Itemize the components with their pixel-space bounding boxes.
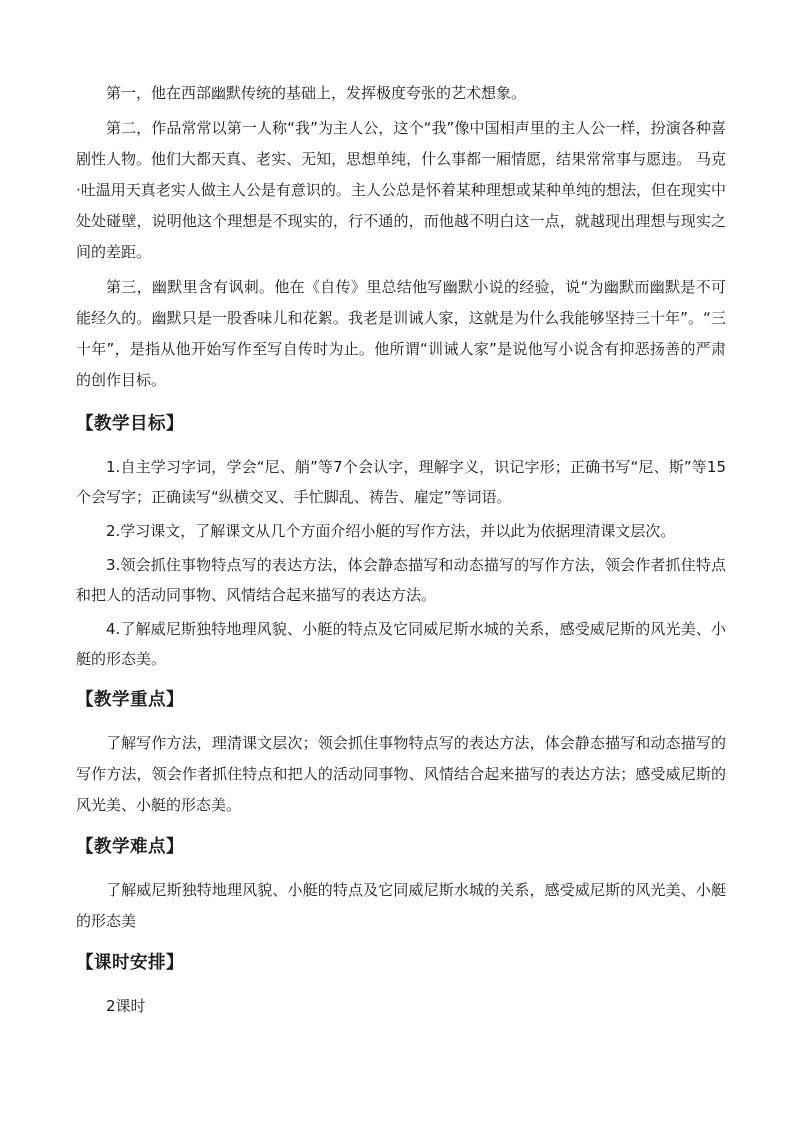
- key-points-heading: 【教学重点】: [76, 690, 184, 710]
- intro-paragraph-1: 第一，他在西部幽默传统的基础上，发挥极度夸张的艺术想象。: [106, 84, 527, 102]
- schedule-text: 2课时: [106, 997, 146, 1015]
- difficulties-heading: 【教学难点】: [76, 837, 184, 857]
- intro-paragraph-3: 第三，幽默里含有讽刺。他在《自传》里总结他写幽默小说的经验，说“为幽默而幽默是不可能经久的。幽默只是一股香味儿和花絮。我老是训诫人家，这就是为什么我能够坚持三十年”。“三十年”，是指从他开始写作至写自传时为止。他所谓“训诫人家”是说他写小说含有抑恶扬善的严肃的创作目标。: [76, 278, 726, 389]
- objective-item-2: 2.学习课文，了解课文从几个方面介绍小艇的写作方法，并以此为依据理清课文层次。: [106, 522, 676, 540]
- key-points-text: 了解写作方法，理清课文层次；领会抓住事物特点写的表达方法，体会静态描写和动态描写的写作方法，领会作者抓住特点和把人的活动同事物、风情结合起来描写的表达方法；感受威尼斯的风光美、小艇的形态美。: [76, 734, 726, 814]
- objective-item-4: 4.了解威尼斯独特地理风貌、小艇的特点及它同威尼斯水城的关系，感受威尼斯的风光美、小艇的形态美。: [76, 620, 726, 668]
- document-page: [76, 78, 726, 1022]
- schedule-heading: 【课时安排】: [76, 953, 184, 973]
- objective-item-1: 1.自主学习字词，学会“尼、艄”等7个会认字，理解字义，识记字形；正确书写“尼、斯”等15个会写字；正确读写“纵横交叉、手忙脚乱、祷告、雇定”等词语。: [76, 458, 726, 506]
- intro-paragraph-2: 第二，作品常常以第一人称“我”为主人公，这个“我”像中国相声里的主人公一样，扮演各种喜剧性人物。他们大都天真、老实、无知，思想单纯，什么事都一厢情愿，结果常常事与愿违。 马克·吐温用天真老实人做主人公是有意识的。主人公总是怀着某种理想或某种单纯的想法，但在现实中处处碰壁，说明他这个理想是不现实的，行不通的，而他越不明白这一点，就越现出理想与现实之间的差距。: [76, 119, 726, 261]
- objectives-heading: 【教学目标】: [76, 414, 184, 434]
- difficulties-text: 了解威尼斯独特地理风貌、小艇的特点及它同威尼斯水城的关系，感受威尼斯的风光美、小艇的形态美: [76, 881, 726, 930]
- objective-item-3: 3.领会抓住事物特点写的表达方法，体会静态描写和动态描写的写作方法，领会作者抓住特点和把人的活动同事物、风情结合起来描写的表达方法。: [76, 556, 726, 604]
